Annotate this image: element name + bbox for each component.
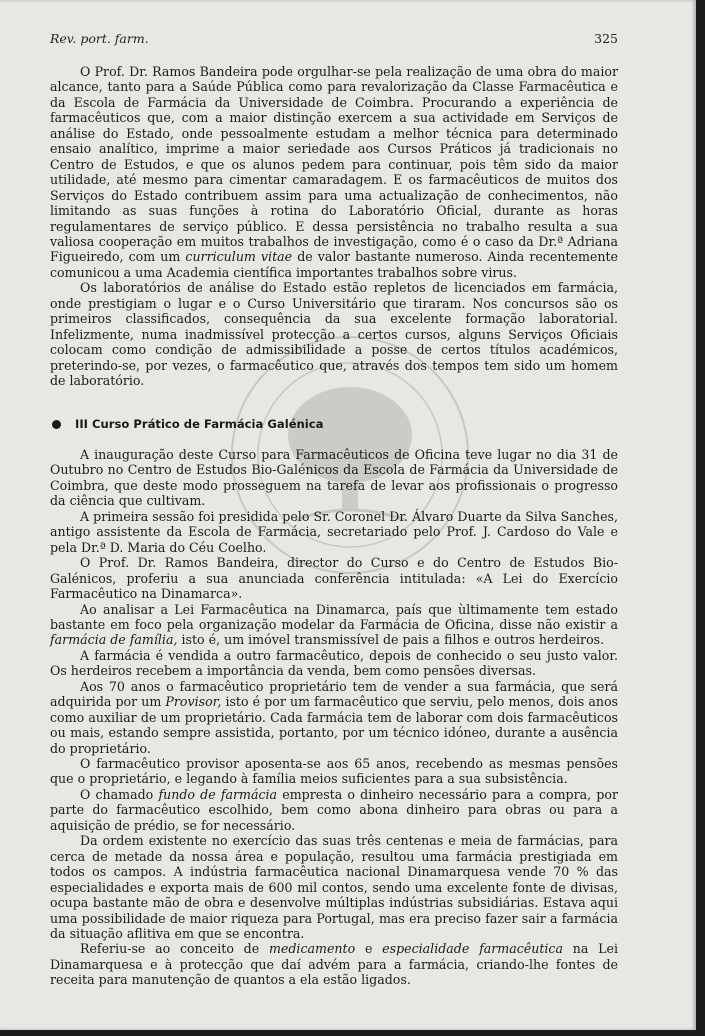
italic-term: fundo de farmácia xyxy=(158,786,278,802)
italic-term: curriculum vitae xyxy=(185,249,293,265)
paragraph: A farmácia é vendida a outro farmacêutico, depois de conhecido o seu justo valor. Os herdeiros recebem a importância da venda, bem como pensões diversas. xyxy=(50,647,618,679)
paragraph xyxy=(50,64,618,280)
journal-title: Rev. port. farm. xyxy=(50,31,149,46)
italic-term: farmácia de família, xyxy=(50,632,178,648)
paragraph-text: Referiu-se ao conceito de xyxy=(80,941,260,957)
section-title: III Curso Prático de Farmácia Galénica xyxy=(75,416,324,431)
paragraph-text: O chamado xyxy=(80,786,154,802)
paragraph: A inauguração deste Curso para Farmacêuticos de Oficina teve lugar no dia 31 de Outubro no Centro de Estudos Bio-Galénicos da Escola de Farmácia da Universidade de Coimbra, que deste modo prosseguem na tarefa de levar aos profissionais o progresso da ciência que cultivam. xyxy=(50,446,618,509)
paragraph: A primeira sessão foi presidida pelo Sr. Coronel Dr. Álvaro Duarte da Silva Sanches, antigo assistente da Escola de Farmácia, secretariado pelo Prof. J. Cardoso do Vale e pela Dr.ª D. Maria do Céu Coelho. xyxy=(50,508,618,555)
paragraph-text: na Lei Dinamarquesa e à protecção que daí advém para a farmácia, criando-lhe fontes de receita para manutenção de quantos a ela estão ligados. xyxy=(50,941,618,988)
paragraph-text: isto é por um farmacêutico que serviu, pelo menos, dois anos como auxiliar de um proprietário. Cada farmácia tem de laborar com dois farmacêuticos ou mais, estando sempre assistida, portanto, por um técnico idóneo, durante a ausência do proprietário. xyxy=(50,694,618,756)
paragraph-text: Aos 70 anos o farmacêutico proprietário tem de vender a sua farmácia, que será adquirida por um xyxy=(50,678,618,710)
paragraph-text: de valor bastante numeroso. Ainda recentemente comunicou a uma Academia científica importantes trabalhos sobre virus. xyxy=(50,249,618,280)
paragraph-text: O Prof. Dr. Ramos Bandeira pode orgulhar-se pela realização de uma obra do maior alcance, tanto para a Saúde Pública como para revalorização da Classe Farmacêutica e da Escola de Farmácia da Universidade de Coimbra. Procurando a experiência de farmacêuticos que, com a maior distinção exercem a sua actividade em Serviços de análise do Estado, onde pessoalmente estudam a melhor técnica para determinado ensaio analítico, imprime a maior seriedade aos Cursos Práticos já tradicionais no Centro de Estudos, e que os alunos pedem para continuar, pois têm sido da maior utilidade, até mesmo para cimentar camaradagem. E os farmacêuticos de muitos dos Serviços do Estado contribuem assim para uma actualização de conhecimentos, não limitando as suas funções à rotina do Laboratório Oficial, durante as horas regulamentares de serviço público. E dessa persistência no trabalho resulta a sua valiosa cooperação em muitos trabalhos de investigação, como é o caso da Dr.ª Adriana Figueiredo, com um xyxy=(50,64,618,265)
paragraph xyxy=(50,941,618,987)
paragraph: Da ordem existente no exercício das suas três centenas e meia de farmácias, para cerca de metade da nossa área e população, resultou uma farmácia prestigiada em todos os campos. A indústria farmacêutica nacional Dinamarquesa vende 70 % das especialidades e exporta mais de 600 mil contos, sendo uma excelente fonte de divisas, ocupa bastante mão de obra e desenvolve múltiplas indústrias subsidiárias. Estava aqui uma possibilidade de maior riqueza para Portugal, mas era preciso fazer sair a farmácia da situação aflitiva em que se encontra. xyxy=(50,833,618,942)
paragraph xyxy=(50,602,618,648)
paragraph xyxy=(50,787,618,833)
italic-term: especialidade farmacêutica xyxy=(382,941,563,957)
paragraph: Os laboratórios de análise do Estado estão repletos de licenciados em farmácia, onde prestigiam o lugar e o Curso Universitário que tiraram. Nos concursos são os primeiros classificados, consequência da sua excelente formação laboratorial. Infelizmente, numa inadmissível protecção a certos cursos, alguns Serviços Oficiais colocam como condição de admissibilidade a posse de certos títulos académicos, preterindo-se, por vezes, o farmacêutico que, através dos tempos tem sido um homem de laboratório. xyxy=(50,280,618,389)
italic-term: medicamento xyxy=(268,941,356,957)
paragraph-text: e xyxy=(364,941,373,957)
page-number: 325 xyxy=(594,31,618,46)
article-body xyxy=(50,64,618,988)
section-heading xyxy=(50,417,618,432)
running-header xyxy=(50,31,618,46)
paragraph-text: Ao analisar a Lei Farmacêutica na Dinamarca, país que ùltimamente tem estado bastante em foco pela organização modelar da Farmácia de Oficina, disse não existir a xyxy=(50,601,618,632)
paragraph: O farmacêutico provisor aposenta-se aos 65 anos, recebendo as mesmas pensões que o proprietário, e legando à família meios suficientes para a sua subsistência. xyxy=(50,756,618,787)
paragraph xyxy=(50,679,618,756)
paragraph-text: isto é, um imóvel transmissível de pais a filhos e outros herdeiros. xyxy=(181,632,605,648)
bullet-icon xyxy=(52,420,61,429)
paragraph-text: empresta o dinheiro necessário para a compra, por parte do farmacêutico escolhido, bem como abona dinheiro para obras ou para a aquisição de prédio, se for necessário. xyxy=(50,786,618,833)
italic-term: Provisor, xyxy=(165,694,222,710)
paragraph: O Prof. Dr. Ramos Bandeira, director do Curso e do Centro de Estudos Bio-Galénicos, proferiu a sua anunciada conferência intitulada: «A Lei do Exercício Farmacêutico na Dinamarca». xyxy=(50,555,618,602)
